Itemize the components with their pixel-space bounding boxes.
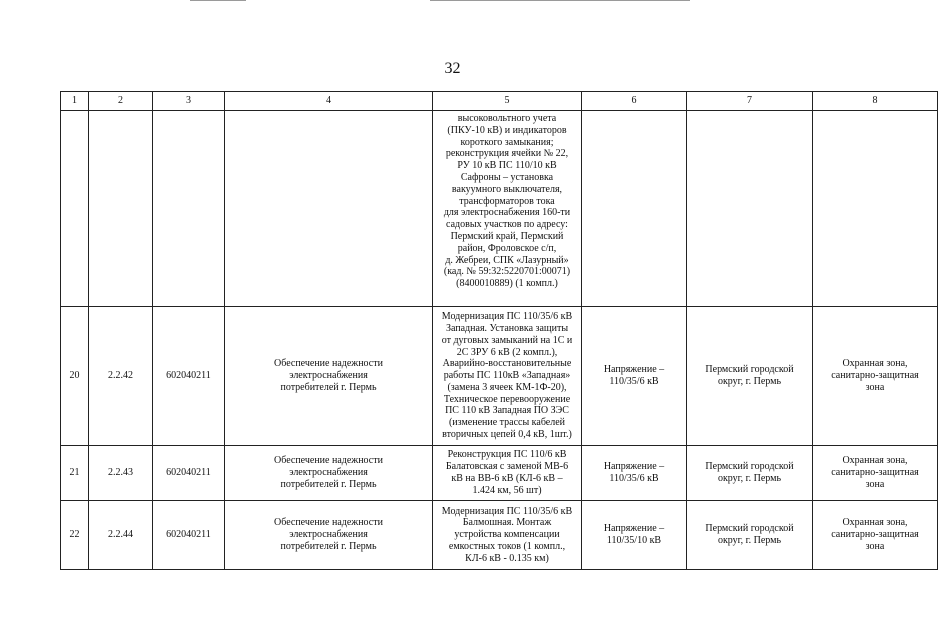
- header-row: [61, 92, 938, 111]
- header-cell: 1: [61, 92, 89, 111]
- row-code: 2.2.42: [89, 307, 153, 446]
- voltage-line: Напряжение –: [603, 523, 665, 535]
- row-id: 602040211: [153, 501, 225, 570]
- voltage-line: 110/35/10 кВ: [606, 535, 662, 546]
- description-line: емкостных токов (1 компл.,: [448, 540, 566, 552]
- location-line: Пермский городской: [705, 523, 794, 535]
- purpose-line: электроснабжения: [289, 370, 368, 382]
- description-line: РУ 10 кВ ПС 110/10 кВ: [457, 160, 557, 172]
- description-line: садовых участков по адресу:: [446, 219, 568, 231]
- purpose-cell: [225, 501, 433, 570]
- description-cell: [433, 111, 582, 307]
- empty-cell: [153, 111, 225, 307]
- purpose-cell: [225, 446, 433, 501]
- row-number: 20: [61, 307, 89, 446]
- zone-line: санитарно-защитная: [831, 467, 919, 479]
- zone-line: зона: [865, 540, 885, 552]
- description-line: КЛ-6 кВ - 0.135 км): [465, 552, 549, 564]
- zone-line: зона: [865, 478, 885, 490]
- purpose-line: электроснабжения: [289, 467, 368, 479]
- description-line: (изменение трассы кабелей: [448, 417, 566, 429]
- table-row: [61, 307, 938, 446]
- purpose-line: Обеспечение надежности: [274, 517, 383, 529]
- description-line: устройства компенсации: [454, 529, 560, 541]
- description-line: короткого замыкания;: [460, 136, 554, 148]
- zone-line: зона: [865, 381, 885, 393]
- description-line: 2С ЗРУ 6 кВ (2 компл.),: [456, 346, 558, 358]
- purpose-line: Обеспечение надежности: [274, 358, 383, 370]
- empty-cell: [225, 111, 433, 307]
- voltage-cell: [582, 307, 687, 446]
- voltage-cell: [582, 501, 687, 570]
- row-number: 21: [61, 446, 89, 501]
- description-line: (замена 3 ячеек КМ-1Ф-20),: [447, 381, 567, 393]
- description-line: Сафроны – установка: [460, 171, 554, 183]
- description-line: кВ на ВВ-6 кВ (КЛ-6 кВ –: [451, 473, 563, 484]
- page-number: 32: [444, 60, 461, 77]
- purpose-line: потребителей г. Пермь: [280, 381, 377, 393]
- empty-cell: [89, 111, 153, 307]
- header-cell: 7: [687, 92, 813, 111]
- zone-line: Охранная зона,: [842, 517, 908, 529]
- voltage-line: Напряжение –: [603, 461, 665, 473]
- top-rule-left: [190, 0, 246, 1]
- description-line: вакуумного выключателя,: [451, 183, 563, 195]
- description-line: ПС 110 кВ Западная ПО ЗЭС: [445, 405, 569, 417]
- purpose-line: Обеспечение надежности: [274, 455, 383, 467]
- location-cell: [687, 307, 813, 446]
- description-line: (ПКУ-10 кВ) и индикаторов: [447, 124, 567, 136]
- description-line: Пермский край, Пермский: [450, 230, 564, 242]
- description-line: для электроснабжения 160-ти: [443, 207, 571, 219]
- voltage-line: 110/35/6 кВ: [609, 473, 659, 484]
- description-line: Балатовская с заменой МВ-6: [445, 461, 569, 473]
- location-line: округ, г. Пермь: [717, 473, 782, 484]
- header-cell: 5: [433, 92, 582, 111]
- description-line: трансформаторов тока: [459, 195, 555, 207]
- location-cell: [687, 501, 813, 570]
- description-line: Реконструкция ПС 110/6 кВ: [447, 449, 567, 461]
- table-row: [61, 446, 938, 501]
- top-rule-right: [430, 0, 690, 1]
- voltage-line: 110/35/6 кВ: [609, 376, 659, 387]
- description-line: реконструкция ячейки № 22,: [445, 148, 569, 160]
- description-line: вторичных цепей 0,4 кВ, 1шт.): [442, 429, 572, 441]
- description-cell: [433, 446, 582, 501]
- header-cell: 2: [89, 92, 153, 111]
- empty-cell: [582, 111, 687, 307]
- row-code: 2.2.44: [89, 501, 153, 570]
- description-cell: [433, 307, 582, 446]
- data-table: [60, 91, 938, 570]
- description-line: высоковольтного учета: [457, 113, 557, 124]
- table-row-continuation: [61, 111, 938, 307]
- zone-cell: [813, 501, 938, 570]
- location-cell: [687, 446, 813, 501]
- description-line: от дуговых замыканий на 1С и: [441, 334, 573, 346]
- zone-line: Охранная зона,: [842, 455, 908, 467]
- voltage-cell: [582, 446, 687, 501]
- header-cell: 8: [813, 92, 938, 111]
- location-line: округ, г. Пермь: [717, 535, 782, 546]
- header-cell: 3: [153, 92, 225, 111]
- zone-line: Охранная зона,: [842, 358, 908, 370]
- empty-cell: [687, 111, 813, 307]
- empty-cell: [813, 111, 938, 307]
- zone-line: санитарно-защитная: [831, 529, 919, 541]
- voltage-line: Напряжение –: [603, 364, 665, 376]
- description-line: д. Жебреи, СПК «Лазурный»: [445, 254, 569, 266]
- description-line: Балмошная. Монтаж: [462, 517, 552, 529]
- location-line: Пермский городской: [705, 364, 794, 376]
- description-cell: [433, 501, 582, 570]
- zone-line: санитарно-защитная: [831, 370, 919, 382]
- row-id: 602040211: [153, 446, 225, 501]
- location-line: округ, г. Пермь: [717, 376, 782, 387]
- row-code: 2.2.43: [89, 446, 153, 501]
- location-line: Пермский городской: [705, 461, 794, 473]
- purpose-line: потребителей г. Пермь: [280, 540, 377, 552]
- description-line: (8400010889) (1 компл.): [456, 278, 558, 290]
- description-line: Модернизация ПС 110/35/6 кВ: [441, 311, 573, 323]
- purpose-line: потребителей г. Пермь: [280, 478, 377, 490]
- purpose-cell: [225, 307, 433, 446]
- zone-cell: [813, 307, 938, 446]
- description-line: Модернизация ПС 110/35/6 кВ: [441, 505, 573, 517]
- row-id: 602040211: [153, 307, 225, 446]
- header-cell: 4: [225, 92, 433, 111]
- row-number: 22: [61, 501, 89, 570]
- zone-cell: [813, 446, 938, 501]
- empty-cell: [61, 111, 89, 307]
- header-cell: 6: [582, 92, 687, 111]
- description-line: район, Фроловское с/п,: [457, 242, 557, 254]
- description-line: (кад. № 59:32:5220701:00071): [443, 266, 571, 278]
- description-line: 1.424 км, 56 шт): [472, 484, 542, 496]
- purpose-line: электроснабжения: [289, 529, 368, 541]
- table-row: [61, 501, 938, 570]
- description-line: работы ПС 110кВ «Западная»: [443, 370, 571, 382]
- description-line: Западная. Установка защиты: [445, 322, 569, 334]
- description-line: Аварийно-восстановительные: [442, 358, 572, 370]
- description-line: Техническое перевооружение: [443, 393, 571, 405]
